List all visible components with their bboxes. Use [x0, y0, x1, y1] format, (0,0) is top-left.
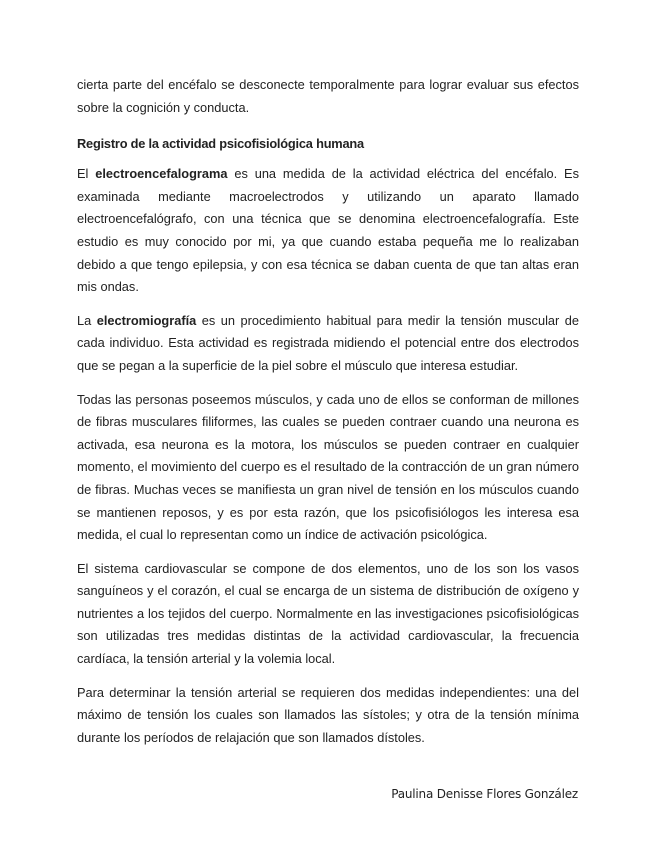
intro-paragraph: cierta parte del encéfalo se desconecte temporalmente para lograr evaluar sus efectos sobre la cognición y conducta. [77, 77, 579, 115]
emg-rest: es un procedimiento habitual para medir la tensión muscular de cada individuo. Esta actividad es registrada midiendo el potencial entre dos electrodos que se pegan a la superficie de la piel sobre el músculo que interesa estudiar. [77, 312, 579, 373]
paragraph-muscles: Todas las personas poseemos músculos, y cada uno de ellos se conforman de millones de fibras musculares filiformes, las cuales se pueden contraer cuando una neurona es activada, esa neurona es la motora, los músculos se pueden contraer en cualquier momento, el movimiento del cuerpo es el resultado de la contracción de un gran número de fibras. Muchas veces se manifiesta un gran nivel de tensión en los músculos cuando se mantienen reposos, y es por esta razón, que los psicofisiólogos les interesa esa medida, el cual lo representan como un índice de activación psicológica. [77, 391, 579, 543]
eeg-rest: es una medida de la actividad eléctrica del encéfalo. Es examinada mediante macroelectrodos y utilizando un aparato llamado electroencefalógrafo, con una técnica que se denomina electroencefalografía. Este estudio es muy conocido por mi, ya que cuando estaba pequeña me lo realizaban debido a que tengo epilepsia, y con esa técnica se daban cuenta de que tan altas eran mis ondas. [77, 166, 579, 295]
author-signature: Paulina Denisse Flores González [391, 787, 578, 801]
section-heading: Registro de la actividad psicofisiológica humana [77, 136, 364, 152]
paragraph-cardio: El sistema cardiovascular se compone de dos elementos, uno de los son los vasos sanguíneos y el corazón, el cual se encarga de un sistema de distribución de oxígeno y nutrientes a los tejidos del cuerpo. Normalmente en las investigaciones psicofisiológicas son utilizadas tres medidas distintas de la actividad cardiovascular, la frecuencia cardíaca, la tensión arterial y la volemia local. [77, 560, 579, 667]
eeg-lead: El [77, 166, 96, 182]
emg-lead: La [77, 312, 97, 328]
paragraph-pressure: Para determinar la tensión arterial se requieren dos medidas independientes: una del máximo de tensión los cuales son llamados las sístoles; y otra de la tensión mínima durante los períodos de relajación que son llamados dístoles. [77, 684, 579, 745]
paragraph-eeg [77, 163, 579, 299]
document-body [77, 74, 579, 749]
eeg-term: electroencefalograma [95, 166, 228, 182]
paragraph-emg [77, 310, 579, 378]
emg-term: electromiografía [96, 312, 197, 328]
